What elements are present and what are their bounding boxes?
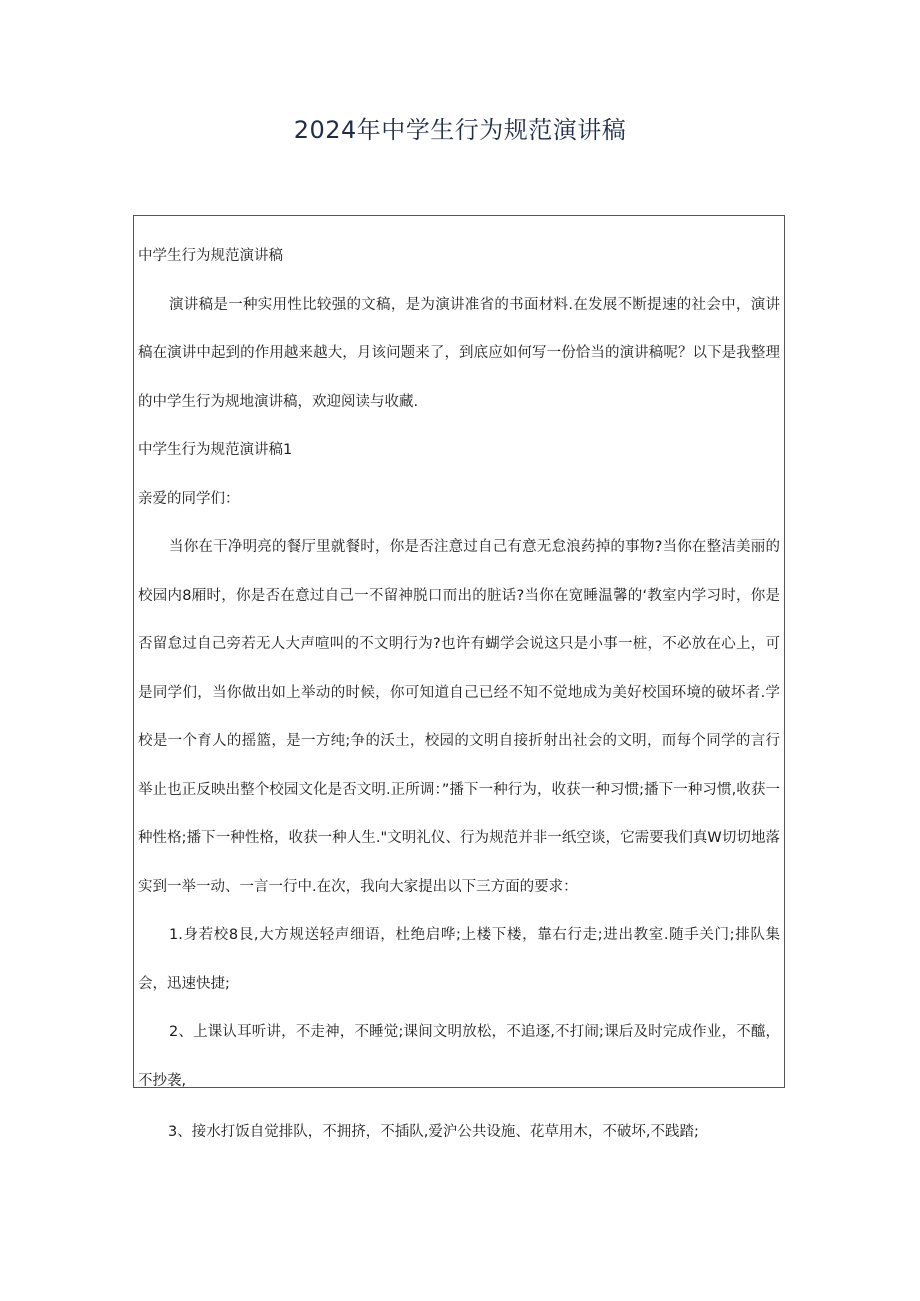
requirement-item-1: 1.身若校8艮,大方规送轻声细语，杜绝启哗;上楼下楼，靠右行走;进出教室.随手关门;排队集会，迅速快捷;: [138, 927, 780, 992]
intro-paragraph: 演讲稿是一种实用性比较强的文稿，是为演讲准省的书面材料.在发展不断提速的社会中，演讲稿在演讲中起到的作用越来越大，月该问题来了，到底应如何写一份恰当的演讲稿呢？以下是我整理的中学生行为规地演讲稿，欢迎阅读与收藏.: [138, 296, 780, 410]
requirement-item-2: 2、上课认耳听讲，不走神，不睡觉;课间文明放松，不追逐,不打闹;课后及时完成作业，不醯，不抄袭,: [138, 1024, 780, 1089]
requirement-item-3: 3、接水打饭自觉排队，不拥挤，不插队,爱沪公共设施、花草用木，不破坏,不践踏;: [168, 1124, 699, 1140]
section-title: 中学生行为规范演讲稿1: [138, 442, 293, 458]
body-paragraph: 当你在干净明亮的餐厅里就餐时，你是否注意过自己有意无怠浪药掉的事物?当你在整洁美丽的校园内8厢时，你是否在意过自己一不留神脱口而出的脏话?当你在宽睡温馨的‘教室内学习时，你是否留怠过自己旁若无人大声喧叫的不文明行为?也许有蝴学会说这只是小事一桩，不必放在心上，可是同学们，当你做出如上举动的时候，你可知道自己已经不知不觉地成为美好校国环境的破坏者.学校是一个育人的摇篮，是一方纯;争的沃土，校园的文明自接折射出社会的文明，而每个同学的言行举止也正反映出整个校园文化是否文明.正所调：”播下一种行为，收获一种习惯;播下一种习惯,收获一种性格;播下一种性格，收获一种人生."文明礼仪、行为规范并非一纸空谈，它需要我们真W切切地落实到一举一动、一言一行中.在次，我向大家提出以下三方面的要求：: [138, 539, 780, 895]
content-body: [138, 232, 780, 1105]
box-heading: 中学生行为规范演讲稿: [138, 248, 283, 264]
content-box: [133, 215, 785, 1088]
greeting: 亲爱的同学们：: [138, 490, 240, 507]
document-title: 2024年中学生行为规范演讲稿: [293, 116, 627, 144]
